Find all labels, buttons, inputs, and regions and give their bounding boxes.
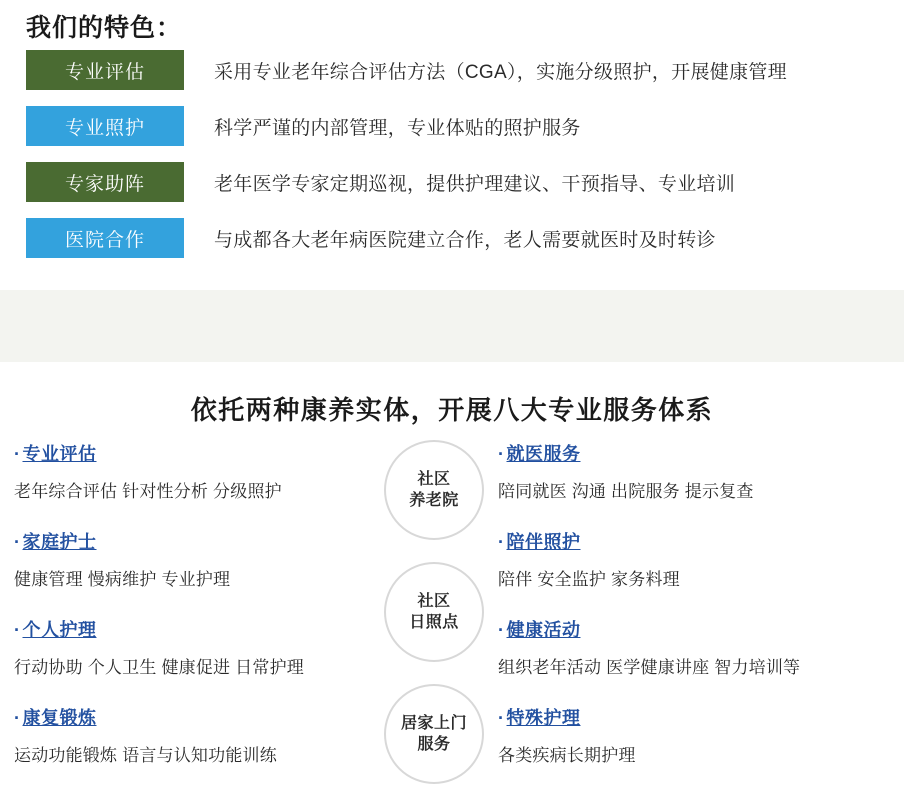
service-heading [14,616,369,642]
bullet-icon: · [14,444,21,464]
feature-tag: 医院合作 [26,218,184,258]
entity-circle [384,440,484,540]
feature-row [26,104,876,148]
bullet-icon: · [14,620,21,640]
service-heading [14,440,369,466]
service-body: 各类疾病长期护理 [498,746,636,765]
service-body: 健康管理 慢病维护 专业护理 [14,570,231,589]
service-heading [14,704,369,730]
bullet-icon: · [498,708,505,728]
entity-circle-line2: 养老院 [409,492,459,509]
service-heading [498,440,853,466]
service-heading [498,528,853,554]
entity-circles [378,440,490,806]
entity-circle-line1: 居家上门 [400,715,467,732]
service-heading-label: 陪伴照护 [506,532,581,552]
service-heading-label: 健康活动 [506,620,581,640]
service-item [498,616,853,678]
feature-tag: 专业评估 [26,50,184,90]
entity-circle [384,684,484,784]
feature-description: 采用专业老年综合评估方法（CGA），实施分级照护，开展健康管理 [214,61,787,83]
service-item [498,704,853,766]
service-item [14,440,369,502]
entity-circle-line2: 日照点 [409,614,459,631]
bullet-icon: · [498,620,505,640]
features-title: 我们的特色： [26,14,183,42]
service-heading [498,704,853,730]
features-section [0,0,904,300]
service-item [14,616,369,678]
feature-row [26,216,876,260]
service-heading-label: 家庭护士 [22,532,97,552]
bullet-icon: · [498,532,505,552]
service-heading-label: 个人护理 [22,620,97,640]
service-heading [14,528,369,554]
section-divider-band [0,290,904,362]
service-item [14,704,369,766]
bullet-icon: · [498,444,505,464]
service-body: 运动功能锻炼 语言与认知功能训练 [14,746,277,765]
feature-tag: 专业照护 [26,106,184,146]
entity-circle [384,562,484,662]
service-item [498,440,853,502]
feature-description: 老年医学专家定期巡视，提供护理建议、干预指导、专业培训 [214,173,736,195]
entity-circle-line1: 社区 [417,471,451,488]
bullet-icon: · [14,532,21,552]
service-body: 组织老年活动 医学健康讲座 智力培训等 [498,658,801,677]
services-left-column [14,440,369,792]
feature-description: 科学严谨的内部管理，专业体贴的照护服务 [214,117,581,139]
service-item [498,528,853,590]
service-body: 陪伴 安全监护 家务料理 [498,570,680,589]
service-heading-label: 康复锻炼 [22,708,97,728]
entity-circle-line2: 服务 [417,736,451,753]
service-heading-label: 特殊护理 [506,708,581,728]
feature-row [26,160,876,204]
services-title: 依托两种康养实体，开展八大专业服务体系 [190,395,714,425]
service-body: 行动协助 个人卫生 健康促进 日常护理 [14,658,304,677]
feature-description: 与成都各大老年病医院建立合作，老人需要就医时及时转诊 [214,229,716,251]
service-item [14,528,369,590]
bullet-icon: · [14,708,21,728]
service-heading-label: 就医服务 [506,444,581,464]
service-heading-label: 专业评估 [22,444,97,464]
service-body: 陪同就医 沟通 出院服务 提示复查 [498,482,754,501]
service-body: 老年综合评估 针对性分析 分级照护 [14,482,282,501]
feature-row [26,48,876,92]
services-right-column [498,440,853,792]
feature-tag: 专家助阵 [26,162,184,202]
services-section [0,362,904,782]
service-heading [498,616,853,642]
entity-circle-line1: 社区 [417,593,451,610]
